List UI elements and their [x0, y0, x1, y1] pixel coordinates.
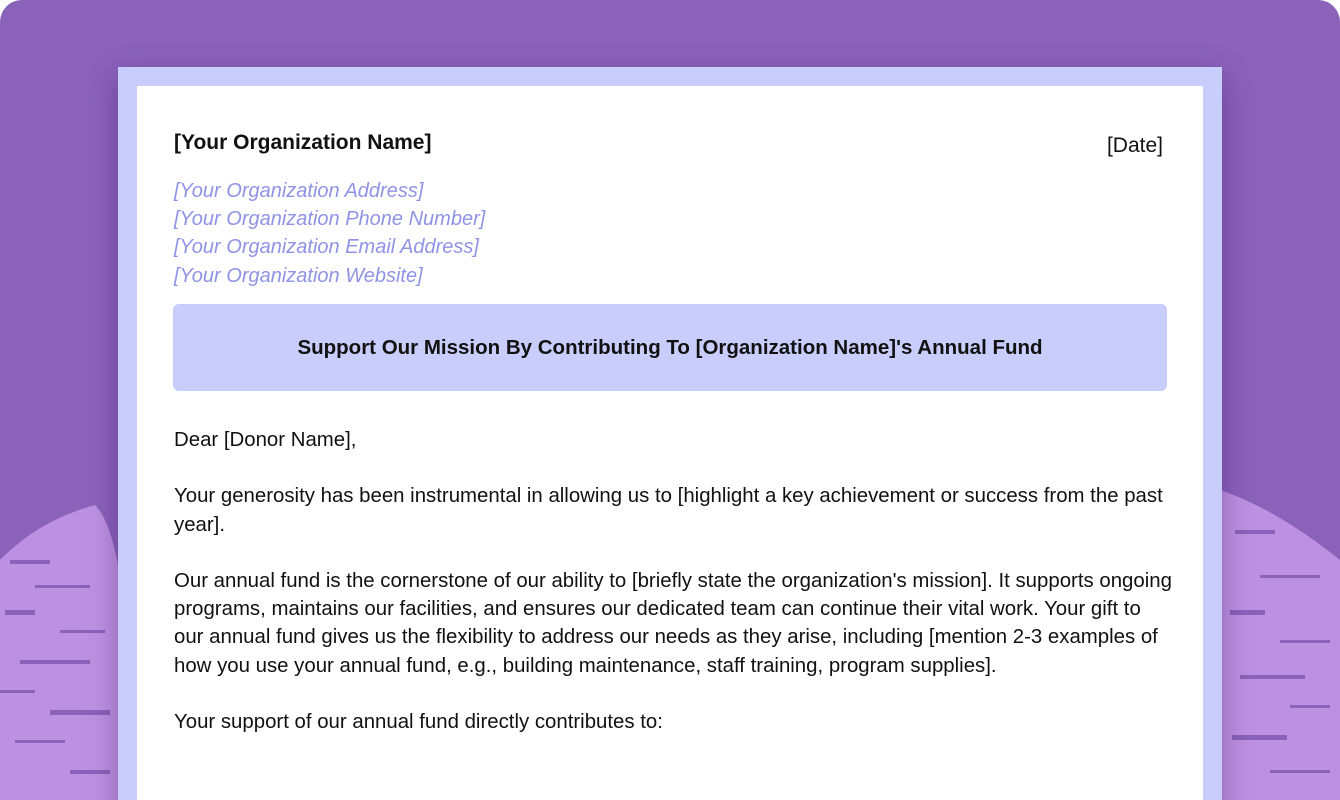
title-banner — [173, 304, 1167, 391]
organization-phone: [Your Organization Phone Number] — [174, 208, 486, 231]
organization-email: [Your Organization Email Address] — [174, 236, 479, 259]
paragraph: Your support of our annual fund directly contributes to: — [174, 710, 663, 733]
contact-block — [174, 177, 485, 290]
letter-date: [Date] — [1106, 134, 1163, 157]
paragraph: Our annual fund is the cornerstone of our ability to [briefly state the organization's mission]. It supports ongoing programs, maintains our facilities, and ensures our dedicated team can continue their vital work. Your gift to our annual fund gives us the flexibility to address our needs as they arise, including [mention 2-3 examples of how you use your annual fund, e.g., building maintenance, staff training, program supplies]. — [174, 569, 1172, 677]
organization-address: [Your Organization Address] — [174, 180, 424, 202]
organization-website: [Your Organization Website] — [174, 264, 423, 287]
organization-name: [Your Organization Name] — [174, 131, 432, 154]
letter-body — [174, 426, 1174, 764]
letter-frame — [118, 67, 1222, 800]
paragraph: Your generosity has been instrumental in allowing us to [highlight a key achievement or success from the past year]. — [174, 485, 1163, 536]
letter-page — [137, 86, 1203, 800]
salutation: Dear [Donor Name], — [174, 429, 357, 451]
banner-title: Support Our Mission By Contributing To [Organization Name]'s Annual Fund — [297, 335, 1043, 359]
